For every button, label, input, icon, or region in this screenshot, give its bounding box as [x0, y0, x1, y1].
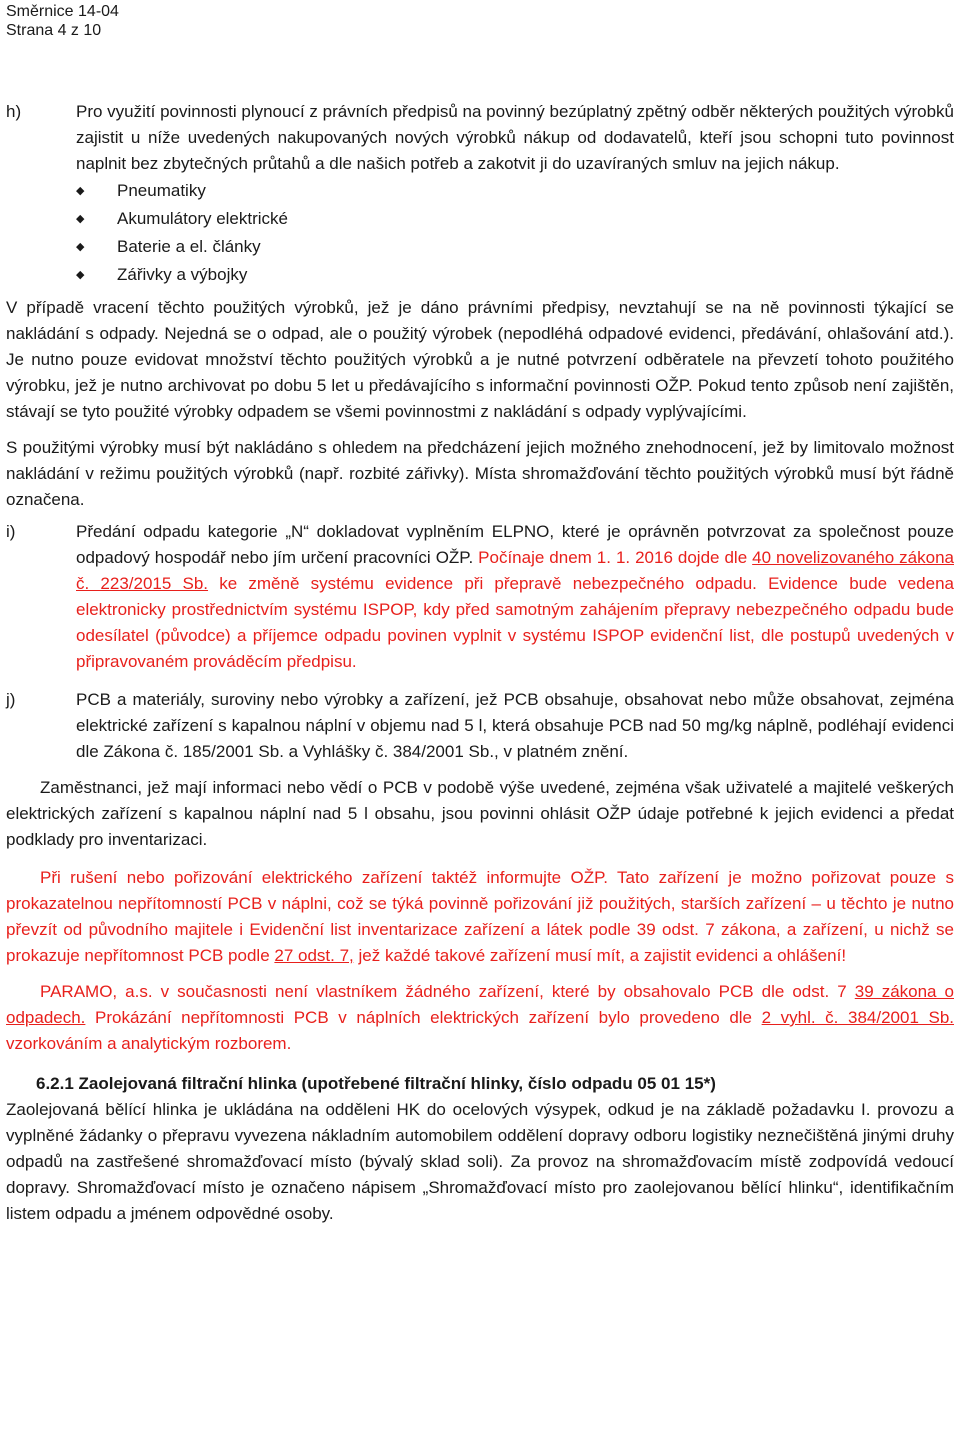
list-item-label: Pneumatiky: [117, 181, 206, 200]
list-item: [6, 177, 954, 205]
notice-text: PARAMO, a.s. v současnosti není vlastníkem žádného zařízení, které by obsahovalo PCB dle odst. 7: [40, 982, 847, 1001]
warning-text: Počínaje dnem 1. 1. 2016 dojde dle: [478, 548, 748, 567]
notice-text: vzorkováním a analytickým rozborem.: [6, 1034, 292, 1053]
notice-text: jež každé takové zařízení musí mít, a zajistit evidenci a ohlášení!: [358, 946, 847, 965]
diamond-bullet-icon: ◆: [76, 269, 85, 281]
warning-text: ke změně systému evidence při přepravě nebezpečného odpadu. Evidence bude vedena elektronicky prostřednictvím systému ISPOP, kdy před samotným zahájením přepravy nebezpečného odpadu bude odesílatel (původce) a příjemce odpadu povinen vyplnit v systému ISPOP evidenční list, dle postupů uvedených v připravovaném prováděcím předpisu.: [76, 574, 954, 671]
notice-text: Při rušení nebo pořizování elektrického zařízení taktéž informujte OŽP. Tato zařízení je možno pořizovat pouze s prokazatelnou nepřítomností PCB v náplni, což se týká povinně pořizování již použitých, starších zařízení – u těchto je nutno převzít od původního majitele i Evidenční list inventarizace zařízení a látek podle 39 odst. 7 zákona, a zařízení, u nichž se prokazuje nepřítomnost PCB podle: [6, 868, 954, 965]
paragraph: V případě vracení těchto použitých výrobků, jež je dáno právními předpisy, nevztahují se na ně povinnosti týkající se nakládání s odpady. Nejedná se o odpad, ale o použitý výrobek (nepodléhá odpadové evidenci, předávání, ohlašování atd.). Je nutno pouze evidovat množství těchto použitých výrobků a je nutné potvrzení odběratele na převzetí tohoto použitého výrobku, jež je nutno archivovat po dobu 5 let u předávajícího s informační povinnosti OŽP. Pokud tento způsob není zajištěn, stávají se tyto použité výrobky odpadem se všemi povinnostmi z nakládání s odpady vyplývajícími.: [6, 298, 954, 421]
notice-text: Prokázání nepřítomnosti PCB v náplních elektrických zařízení bylo provedeno dle: [95, 1008, 753, 1027]
section-heading: 6.2.1 Zaolejovaná filtrační hlinka (upotřebené filtrační hlinky, číslo odpadu 05 01 15*): [36, 1074, 716, 1093]
item-marker: h): [6, 102, 22, 121]
bullet-list: [6, 177, 954, 289]
item-marker: j): [6, 690, 16, 709]
paragraph: Zaolejovaná bělící hlinka je ukládána na odděleni HK do ocelových výsypek, odkud je na základě požadavku I. provozu a vyplněné žádanky o přepravu vyvezena nákladním automobilem oddělení dopravy odboru logistiky neznečištěná jinými druhy odpadů na zastřešené shromažďovací místo (bývalý sklad soli). Za provoz na shromažďovacím místě zodpovídá vedoucí dopravy. Shromažďovací místo je označeno nápisem „Shromažďovací místo pro zaolejovanou bělící hlinku“, identifikačním listem odpadu a jménem odpovědné osoby.: [6, 1100, 954, 1223]
legal-reference: 40 novelizovaného zákona č. 223/2015 Sb.: [76, 548, 954, 593]
list-item-label: Baterie a el. články: [117, 237, 261, 256]
item-i: [6, 519, 954, 675]
paragraph: Zaměstnanci, jež mají informaci nebo vědí o PCB v podobě výše uvedené, zejména však uživatelé a majitelé veškerých elektrických zařízení s kapalnou náplní nad 5 l obsahu, jsou povinni ohlásit OŽP údaje potřebné k jejich evidenci a předat podklady pro inventarizaci.: [6, 778, 954, 849]
item-text: PCB a materiály, suroviny nebo výrobky a zařízení, jež PCB obsahuje, obsahovat nebo může obsahovat, zejména elektrické zařízení s kapalnou náplní v objemu nad 5 l, která obsahuje PCB nad 50 mg/kg náplně, podléhají evidenci dle Zákona č. 185/2001 Sb. a Vyhlášky č. 384/2001 Sb., v platném znění.: [76, 690, 954, 761]
list-item: [6, 205, 954, 233]
document-id: Směrnice 14-04: [6, 3, 119, 20]
diamond-bullet-icon: ◆: [76, 241, 85, 253]
diamond-bullet-icon: ◆: [76, 185, 85, 197]
document-body: [6, 99, 954, 1227]
item-j: [6, 687, 954, 765]
page-header: [6, 2, 119, 40]
list-item-label: Akumulátory elektrické: [117, 209, 289, 228]
list-item: [6, 261, 954, 289]
legal-reference: 27 odst. 7,: [274, 946, 354, 965]
item-marker: i): [6, 522, 16, 541]
diamond-bullet-icon: ◆: [76, 213, 85, 225]
item-text: Předání odpadu kategorie „N“ dokladovat vyplněním ELPNO, které je oprávněn potvrzovat za společnost pouze odpadový hospodář nebo jím určení pracovníci OŽP.: [76, 522, 954, 567]
legal-reference: 39 zákona o odpadech.: [6, 982, 954, 1027]
item-h: [6, 99, 954, 177]
red-notice: [6, 865, 954, 969]
list-item-label: Zářivky a výbojky: [117, 265, 248, 284]
page-number: Strana 4 z 10: [6, 22, 102, 39]
item-body: [76, 519, 954, 675]
paragraph: S použitými výrobky musí být nakládáno s ohledem na předcházení jejich možného znehodnocení, jež by limitovalo možnost nakládání v režimu použitých výrobků (např. rozbité zářivky). Místa shromažďování těchto použitých výrobků musí být řádně označena.: [6, 438, 954, 509]
item-text: Pro využití povinnosti plynoucí z právních předpisů na povinný bezúplatný zpětný odběr některých použitých výrobků zajistit u níže uvedených nakupovaných nových výrobků nákup od dodavatelů, kteří jsou schopni tuto povinnost naplnit bez zbytečných průtahů a dle našich potřeb a zakotvit ji do uzavíraných smluv na jejich nákup.: [76, 102, 954, 173]
legal-reference: 2 vyhl. č. 384/2001 Sb.: [761, 1008, 954, 1027]
list-item: [6, 233, 954, 261]
red-notice: [6, 979, 954, 1057]
